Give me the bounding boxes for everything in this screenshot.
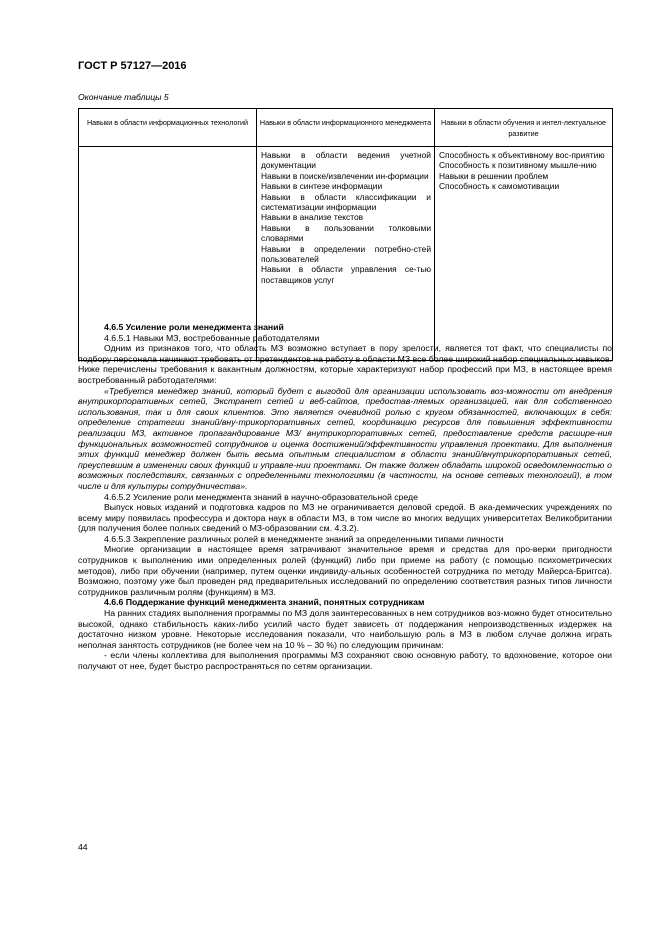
paragraph: 4.6.5.1 Навыки МЗ, востребованные работодателями (104, 332, 320, 343)
paragraph: Многие организации в настоящее время затрачивают значительное время и средства для про-верки пригодности сотрудников к выполнению ими определенных ролей (функций) либо при приеме на работу (с помощью психометрических методов), либо при обучении (например, путем оценки индивиду-альных особенностей сотрудника по методу Майерса-Бриггса). Возможно, поэтому уже был проведен ряд предварительных исследований по определению соответствия разных типов личности сотрудников различным ролям (функциям) в МЗ. (78, 544, 612, 597)
section-heading: 4.6.6 Поддержание функций менеджмента знаний, понятных сотрудникам (104, 597, 425, 608)
table-header-cell: Навыки в области информационного менеджмента (257, 109, 435, 147)
list-item: Способность к самомотивации (439, 181, 560, 192)
paragraph: Одним из признаков того, что область МЗ возможно вступает в пору зрелости, является тот факт, что специалисты по подбору персонала начинают требовать от претендентов на работу в области МЗ все более широкий набор специальных навыков. Ниже перечислены требования к вакантным должностям, которые характеризуют набор профессий при МЗ, в настоящее время востребованный работодателями: (78, 343, 612, 385)
paragraph: «Требуется менеджер знаний, который будет с выгодой для организации использовать воз-можности от внедрения внутрикорпоративных сетей, Экстранет сетей и веб-сайтов, предостав-ляемых организацией, как для собственного использования, так и для своих клиентов. Это является очевидной ролью с кругом обязанностей, включающих в себя: определение стратегии знаний/вну-трикорпоративных сетей, координацию ресурсов для повышения эффективности реализации МЗ, активное пропагандирование МЗ/ внутрикорпоративных сетей, предоставление средств расшире-ния функциональных возможностей сотрудников и оценка достижений/эффективности управления проектами. Для выполнения этих функций менеджер должен быть весьма опытным специалистом в области знаний/внутрикорпоративных сетей, преуспевшим в изменении своих функций и управле-нии проектами. Он также должен обладать широкой осведомленностью о возможных последствиях, связанных с определенными технологиями (в частности, на основе сетевых технологий), в том числе и для культуры сотрудничества». (78, 385, 612, 491)
list-item: Навыки в определении потребно-стей пользователей (261, 243, 431, 265)
list-item: Навыки в анализе текстов (261, 212, 364, 223)
list-item: Навыки в поиске/извлечении ин-формации (261, 170, 429, 181)
list-item: Навыки в решении проблем (439, 170, 549, 181)
skills-list (435, 147, 612, 192)
paragraph: 4.6.5.2 Усиление роли менеджмента знаний в научно-образовательной среде (104, 491, 418, 502)
document-header: ГОСТ Р 57127—2016 (78, 60, 187, 72)
list-item: Навыки в пользовании толковыми словарями (261, 222, 431, 244)
section-heading: 4.6.5 Усиление роли менеджмента знаний (104, 322, 284, 332)
table-header-cell: Навыки в области информационных технологий (79, 109, 257, 147)
paragraph: 4.6.5.3 Закрепление различных ролей в менеджменте знаний за определенными типами личности (104, 533, 504, 544)
list-item: Навыки в области управления се-тью поставщиков услуг (261, 264, 431, 285)
paragraph: Выпуск новых изданий и подготовка кадров по МЗ не ограничивается деловой средой. В ака-демических учреждениях по всему миру появилась профессура и доктора наук в области МЗ, в том числе во многих ведущих университетах Великобритании (для получения более полных сведений о МЗ-образовании см. 4.3.2). (78, 502, 612, 534)
list-item: Навыки в синтезе информации (261, 181, 383, 192)
list-item: Навыки в области ведения учетной документации (261, 150, 431, 171)
page-number: 44 (78, 842, 88, 852)
body-text (78, 322, 612, 672)
paragraph: - если члены коллектива для выполнения программы МЗ сохраняют свою основную работу, то вдохновение, которое они получают от нее, будет быстро распространяться по сетям организации. (78, 650, 612, 671)
skills-list (257, 147, 434, 285)
list-item: Навыки в области классификации и систематизации информации (261, 191, 431, 213)
table-caption: Окончание таблицы 5 (78, 92, 169, 102)
list-item: Способность к объективному вос-приятию (439, 150, 605, 160)
table-header-cell: Навыки в области обучения и интел-лектуальное развитие (435, 109, 613, 147)
list-item: Способность к позитивному мышле-нию (439, 160, 597, 171)
paragraph: На ранних стадиях выполнения программы по МЗ доля заинтересованных в нем сотрудников воз-можно будет относительно высокой, однако стабильность каких-либо усилий часто будет зависеть от поддержания непроизводственных издержек на достаточно низком уровне. Некоторые исследования показали, что наибольшую роль в МЗ в любом случае должна играть неполная занятость сотрудников (не более чем на 10 % – 30 %) по следующим причинам: (78, 608, 612, 650)
